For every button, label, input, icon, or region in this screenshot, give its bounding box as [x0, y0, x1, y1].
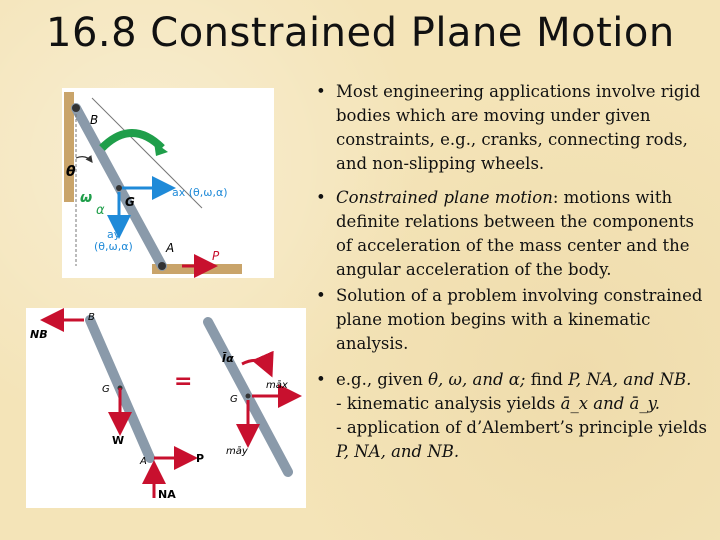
mass-center-effective: [246, 394, 251, 399]
label-alpha: α: [96, 203, 105, 218]
label-b-fbd: B: [88, 312, 95, 323]
label-i-alpha: Īα: [222, 352, 234, 365]
label-g: G: [125, 195, 135, 209]
bullet-constraints: • Most engineering applications involve rigid bodies which are moving under given constraints, e.g., cranks, connecting rods, and non-slipping wheels.: [312, 80, 714, 176]
free-body-figure: [26, 308, 306, 508]
bullet-example: • e.g., given θ, ω, and α; find P, NA, and NB. - kinematic analysis yields ā_x and ā_y. - application of d’Alembert’s principle yields P, NA, and NB.: [312, 368, 714, 464]
label-ax: ax (θ,ω,α): [172, 186, 228, 199]
bullet-definition: • Constrained plane motion: motions with definite relations between the components of acceleration of the mass center and the angular acceleration of the body.: [312, 186, 714, 282]
theta-arc: [76, 157, 92, 162]
label-ay-args: (θ,ω,α): [94, 240, 133, 253]
label-nb: NB: [30, 328, 48, 341]
label-theta: θ: [66, 164, 76, 180]
equals-sign: =: [174, 369, 193, 394]
omega-arrow: [102, 133, 162, 148]
pin-b: [72, 104, 80, 112]
label-omega: ω: [80, 190, 93, 206]
label-max: māx: [266, 380, 288, 391]
label-p-fbd: P: [196, 452, 205, 465]
label-a: A: [166, 241, 175, 255]
inertia-couple-arrow: [242, 360, 270, 372]
label-may: māy: [226, 446, 248, 457]
label-na: NA: [158, 488, 176, 501]
slide-title: 16.8 Constrained Plane Motion: [46, 10, 675, 56]
label-b: B: [90, 113, 99, 127]
label-ay: ay: [107, 228, 121, 241]
free-body-diagram: [26, 308, 306, 508]
bullet-kinematic-analysis: • Solution of a problem involving constrained plane motion begins with a kinematic analysis.: [312, 284, 714, 356]
kinematics-figure: [62, 88, 274, 278]
pin-a: [158, 262, 166, 270]
bullet-list: [312, 80, 714, 464]
label-a-fbd: A: [140, 456, 147, 467]
term-constrained-motion: Constrained plane motion: [336, 188, 553, 207]
kinematics-diagram: [62, 88, 274, 278]
label-g-fbd: G: [102, 384, 110, 395]
label-g-effective: G: [230, 394, 238, 405]
equation-ax-ay: ā_x and ā_y.: [560, 394, 661, 413]
label-p: P: [212, 249, 220, 263]
mass-center: [116, 185, 122, 191]
label-w: W: [112, 434, 125, 447]
